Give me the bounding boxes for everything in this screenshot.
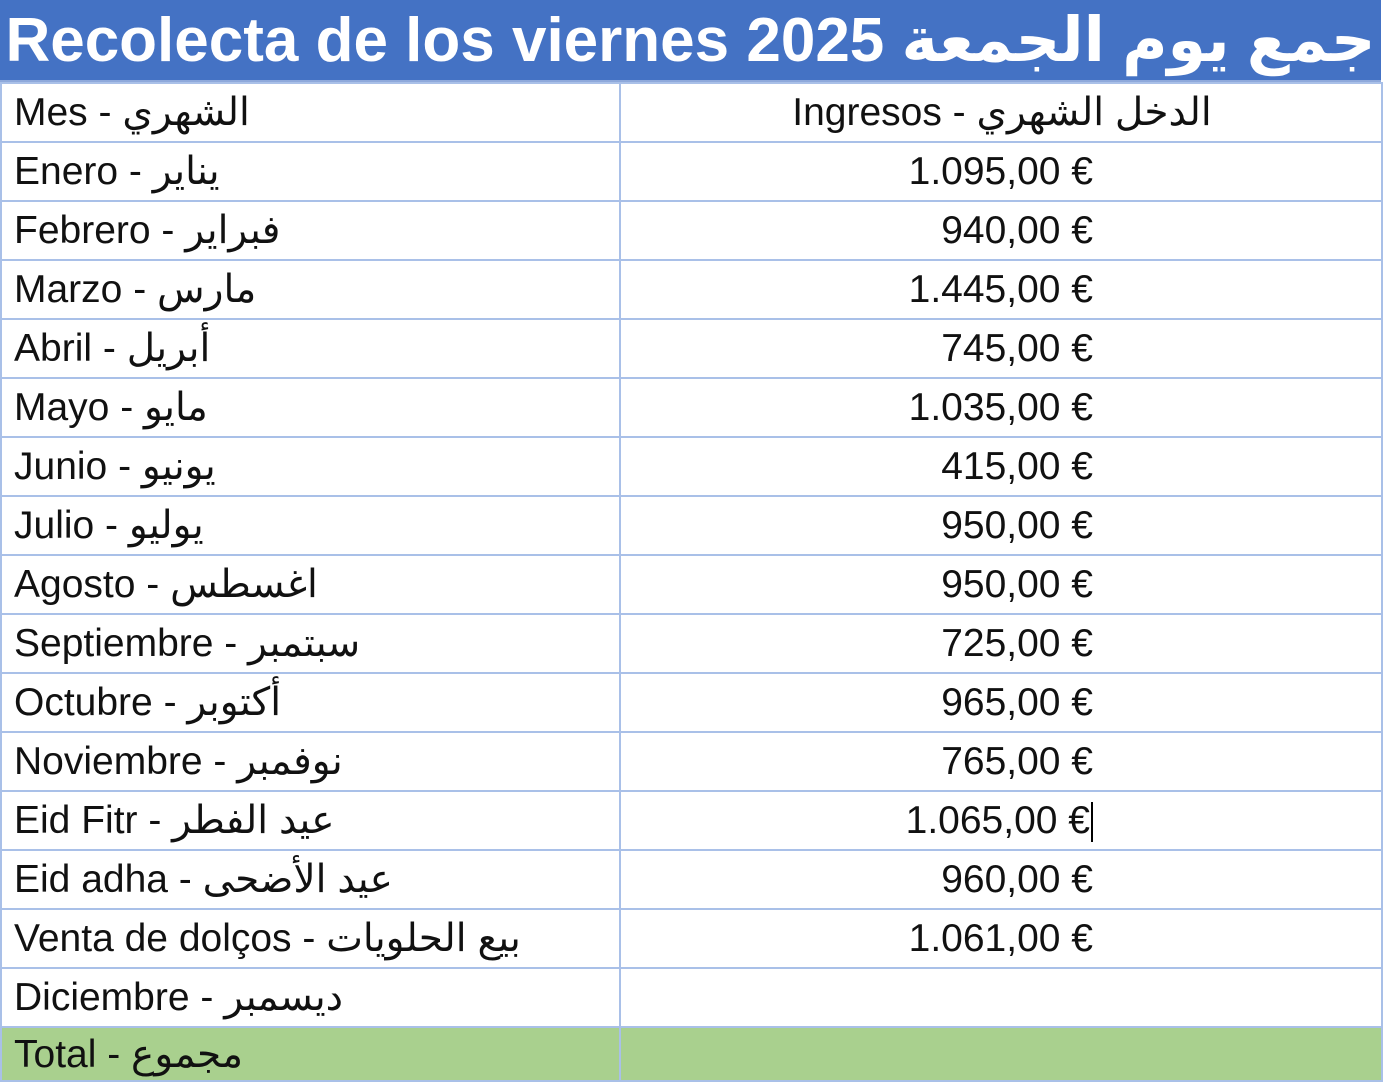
month-cell[interactable]: Febrero - فبراير <box>1 201 620 260</box>
table-row <box>1 201 1382 260</box>
month-cell[interactable]: Septiembre - سبتمبر <box>1 614 620 673</box>
header-cell-income[interactable] <box>620 83 1382 142</box>
amount-cell[interactable] <box>620 909 1382 968</box>
amount-value: 725,00 € <box>941 621 1093 665</box>
table-row <box>1 732 1382 791</box>
amount-cell[interactable] <box>620 496 1382 555</box>
amount-cell[interactable] <box>620 378 1382 437</box>
amount-value <box>621 799 1093 843</box>
table-row <box>1 614 1382 673</box>
table-row <box>1 142 1382 201</box>
header-row <box>1 83 1382 142</box>
month-cell[interactable]: Marzo - مارس <box>1 260 620 319</box>
amount-cell[interactable] <box>620 260 1382 319</box>
table-row <box>1 909 1382 968</box>
amount-cell-editing[interactable] <box>620 791 1382 850</box>
amount-cell[interactable] <box>620 968 1382 1027</box>
header-cell-month[interactable]: Mes - الشهري <box>1 83 620 142</box>
month-cell[interactable]: Venta de dolços - بيع الحلويات <box>1 909 620 968</box>
month-cell[interactable]: Abril - أبريل <box>1 319 620 378</box>
table-row <box>1 260 1382 319</box>
month-cell[interactable]: Noviembre - نوفمبر <box>1 732 620 791</box>
amount-value: 1.095,00 € <box>908 149 1093 193</box>
month-cell[interactable]: Junio - يونيو <box>1 437 620 496</box>
amount-value: 965,00 € <box>941 680 1093 724</box>
table-row <box>1 968 1382 1027</box>
amount-cell[interactable] <box>620 850 1382 909</box>
text-cursor <box>1091 802 1093 842</box>
amount-value: 745,00 € <box>941 326 1093 370</box>
header-income-label: Ingresos - الدخل الشهري <box>792 91 1212 134</box>
month-cell[interactable]: Julio - يوليو <box>1 496 620 555</box>
amount-cell[interactable] <box>620 319 1382 378</box>
table-row <box>1 673 1382 732</box>
table-row <box>1 378 1382 437</box>
amount-value: 1.061,00 € <box>908 916 1093 960</box>
total-label-cell[interactable]: Total - مجموع <box>1 1027 620 1081</box>
amount-cell[interactable] <box>620 201 1382 260</box>
total-row <box>1 1027 1382 1081</box>
table-row <box>1 791 1382 850</box>
table-row <box>1 555 1382 614</box>
table-row <box>1 437 1382 496</box>
amount-cell[interactable] <box>620 555 1382 614</box>
amount-value: 1.035,00 € <box>908 385 1093 429</box>
amount-text: 1.065,00 € <box>905 798 1090 842</box>
month-cell[interactable]: Enero - يناير <box>1 142 620 201</box>
amount-value: 940,00 € <box>941 208 1093 252</box>
income-table <box>0 82 1383 1082</box>
amount-value: 765,00 € <box>941 739 1093 783</box>
month-cell[interactable]: Diciembre - ديسمبر <box>1 968 620 1027</box>
month-cell[interactable]: Agosto - اغسطس <box>1 555 620 614</box>
amount-cell[interactable] <box>620 732 1382 791</box>
month-cell[interactable]: Eid Fitr - عيد الفطر <box>1 791 620 850</box>
amount-cell[interactable] <box>620 614 1382 673</box>
total-amount-cell[interactable] <box>620 1027 1382 1081</box>
month-cell[interactable]: Eid adha - عيد الأضحى <box>1 850 620 909</box>
amount-value: 950,00 € <box>941 503 1093 547</box>
month-cell[interactable]: Octubre - أكتوبر <box>1 673 620 732</box>
month-cell[interactable]: Mayo - مايو <box>1 378 620 437</box>
table-row <box>1 319 1382 378</box>
amount-cell[interactable] <box>620 437 1382 496</box>
amount-cell[interactable] <box>620 142 1382 201</box>
amount-value: 1.445,00 € <box>908 267 1093 311</box>
amount-cell[interactable] <box>620 673 1382 732</box>
sheet-title[interactable]: Recolecta de los viernes 2025 جمع يوم الجمعة <box>0 0 1381 82</box>
amount-value: 950,00 € <box>941 562 1093 606</box>
amount-value: 960,00 € <box>941 857 1093 901</box>
amount-value: 415,00 € <box>941 444 1093 488</box>
table-row <box>1 496 1382 555</box>
table-row <box>1 850 1382 909</box>
